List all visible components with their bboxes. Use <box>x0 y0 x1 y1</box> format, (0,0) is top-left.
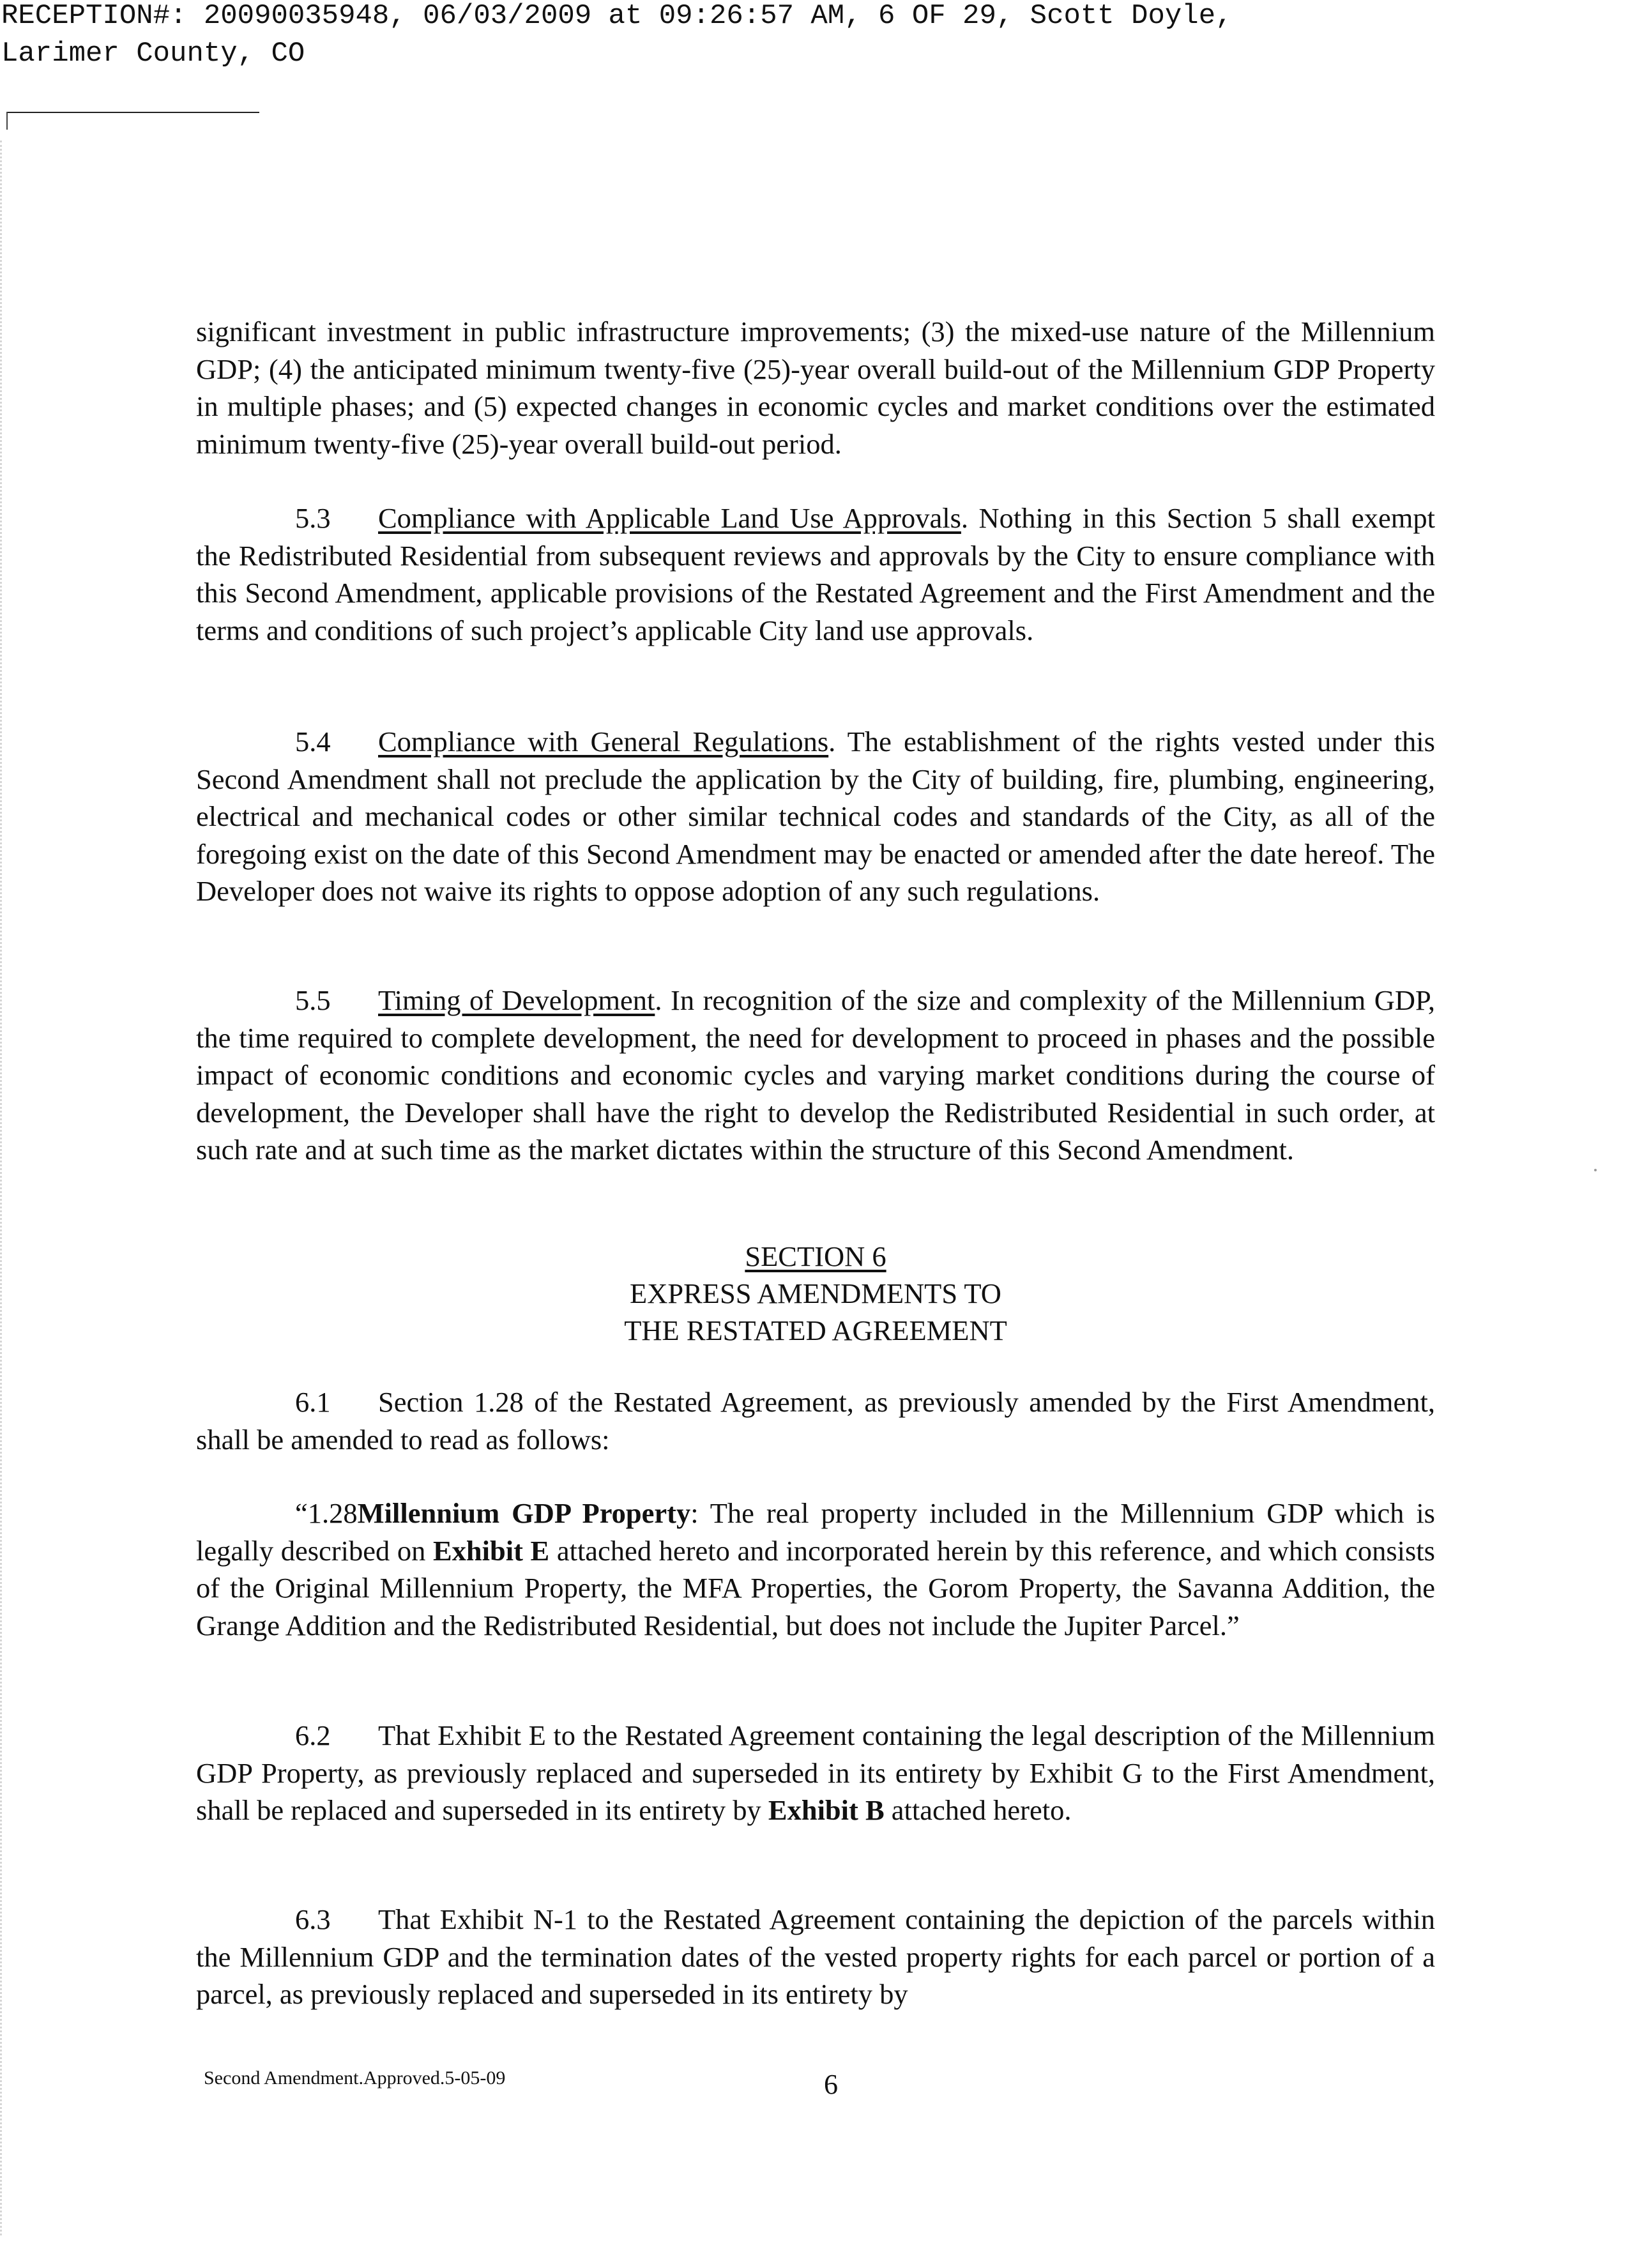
section-5-3-number: 5.3 <box>295 502 331 534</box>
quote-term: Millennium GDP Property <box>357 1497 691 1529</box>
section-6-2 <box>196 1717 1435 1829</box>
section-6-2-text-2: attached hereto. <box>884 1794 1072 1826</box>
recording-stamp-line-2: Larimer County, CO <box>1 38 305 70</box>
footer-document-name: Second Amendment.Approved.5-05-09 <box>204 2067 506 2089</box>
header-rule-tick <box>6 112 8 130</box>
section-6-3 <box>196 1901 1435 2013</box>
section-5-3-text: . Nothing in this Section 5 shall exempt the Redistributed Residential from subsequent reviews and approvals by the City to ensure compliance with this Second Amendment, applicable provisions of the Restated Agreement and the First Amendment and the terms and conditions of such project’s applicable City land use approvals. <box>196 502 1435 646</box>
section-5-4 <box>196 723 1435 910</box>
section-6-1 <box>196 1383 1435 1458</box>
section-6-2-exhibit: Exhibit B <box>768 1794 885 1826</box>
section-5-4-heading: Compliance with General Regulations <box>378 726 829 757</box>
section-5-4-text: . The establishment of the rights vested under this Second Amendment shall not preclude the application by the City of building, fire, plumbing, engineering, electrical and mechanical codes or other similar technical codes and standards of the City, as all of the foregoing exist on the date of this Second Amendment may be enacted or amended after the date hereof. The Developer does not waive its rights to oppose adoption of any such regulations. <box>196 726 1435 907</box>
section-6-title-line-1: EXPRESS AMENDMENTS TO <box>630 1277 1001 1309</box>
intro-paragraph: significant investment in public infrastructure improvements; (3) the mixed-use nature of the Millennium GDP; (4) the anticipated minimum twenty-five (25)-year overall build-out of the Millennium GDP Property in multiple phases; and (5) expected changes in economic cycles and market conditions over the estimated minimum twenty-five (25)-year overall build-out period. <box>196 316 1435 460</box>
section-6-1-text: Section 1.28 of the Restated Agreement, as previously amended by the First Amendment, shall be amended to read as follows: <box>196 1386 1435 1456</box>
quote-exhibit: Exhibit E <box>432 1534 550 1567</box>
scan-edge-artifact <box>0 141 11 2235</box>
section-5-5-heading: Timing of Development <box>378 984 655 1016</box>
recording-stamp-line-1: RECEPTION#: 20090035948, 06/03/2009 at 09:26:57 AM, 6 OF 29, Scott Doyle, <box>1 0 1233 32</box>
section-6-label <box>196 1238 1435 1275</box>
quote-text-1: : The real property included in the Millennium GDP which is legally described on <box>196 1497 1436 1567</box>
section-6-2-text-1: That Exhibit E to the Restated Agreement containing the legal description of the Millennium GDP Property, as previously replaced and superseded in its entirety by Exhibit G to the First Amendment, shall be replaced and superseded in its entirety by <box>196 1719 1435 1826</box>
section-6-title-line-2: THE RESTATED AGREEMENT <box>624 1314 1007 1346</box>
quoted-definition-1-28 <box>196 1495 1435 1644</box>
recording-stamp <box>1 0 1233 73</box>
footer-page-number: 6 <box>824 2069 838 2100</box>
section-5-3 <box>196 499 1435 649</box>
section-6-label-text: SECTION 6 <box>745 1240 886 1272</box>
section-5-5-text: . In recognition of the size and complexity of the Millennium GDP, the time required to complete development, the need for development to proceed in phases and the possible impact of economic conditions and economic cycles and varying market conditions during the course of development, the Developer shall have the right to develop the Redistributed Residential in such order, at such rate and at such time as the market dictates within the structure of this Second Amendment. <box>196 984 1435 1166</box>
section-6-3-number: 6.3 <box>295 1903 331 1935</box>
header-rule <box>8 112 259 113</box>
section-6-2-number: 6.2 <box>295 1719 331 1751</box>
quote-open: “1.28 <box>295 1497 358 1529</box>
section-5-5 <box>196 982 1435 1169</box>
scan-speck <box>1594 1169 1597 1171</box>
section-6-3-text: That Exhibit N-1 to the Restated Agreement containing the depiction of the parcels within the Millennium GDP and the termination dates of the vested property rights for each parcel or portion of a parcel, as previously replaced and superseded in its entirety by <box>196 1903 1435 2010</box>
quote-text-2: attached hereto and incorporated herein by this reference, and which consists of the Original Millennium Property, the MFA Properties, the Gorom Property, the Savanna Addition, the Grange Addition and the Redistributed Residential, but does not include the Jupiter Parcel.” <box>196 1534 1435 1641</box>
section-5-4-number: 5.4 <box>295 726 331 757</box>
section-6-1-number: 6.1 <box>295 1386 331 1418</box>
section-5-5-number: 5.5 <box>295 984 331 1016</box>
section-5-3-heading: Compliance with Applicable Land Use Approvals <box>378 502 961 534</box>
